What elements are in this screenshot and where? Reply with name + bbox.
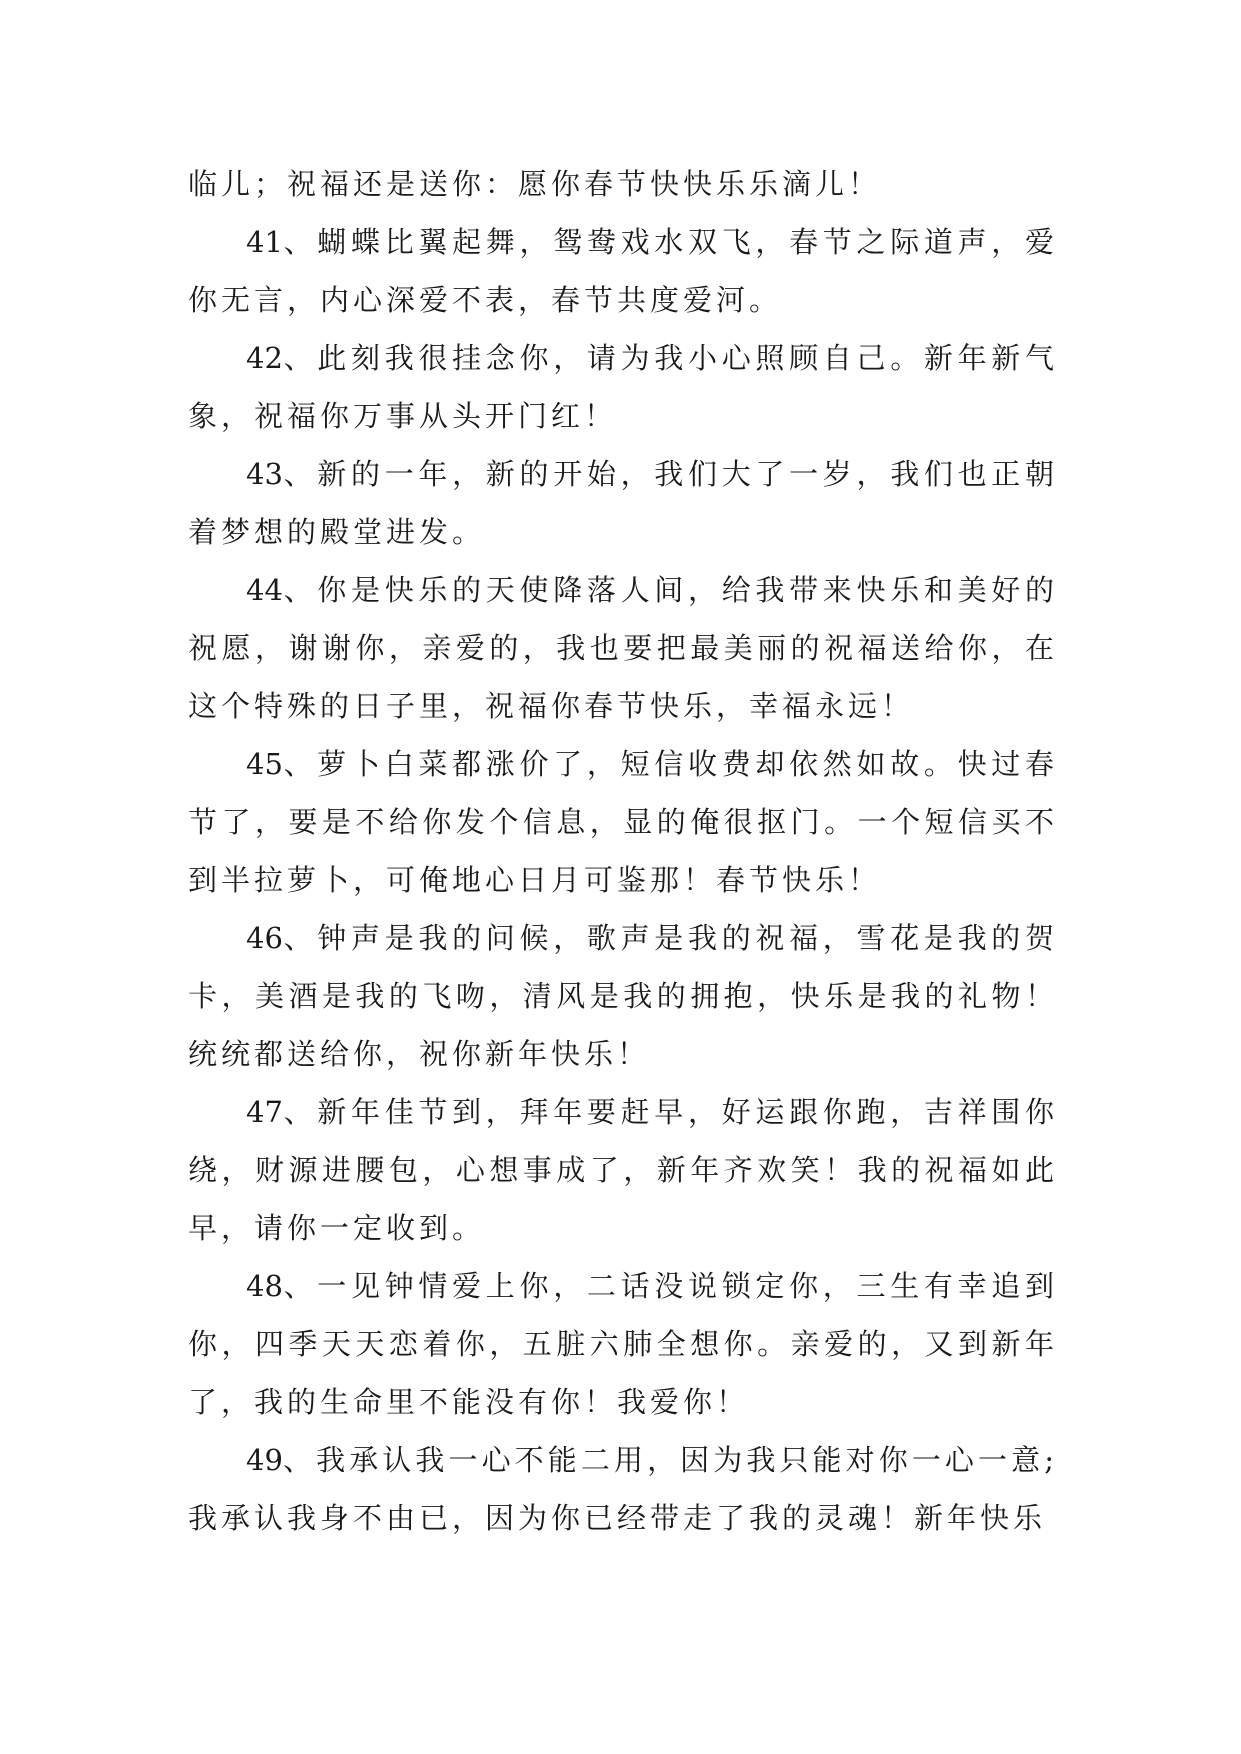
list-item — [188, 735, 1058, 909]
paragraph-text: 、你是快乐的天使降落人间，给我带来快乐和美好的祝愿，谢谢你，亲爱的，我也要把最美丽的祝福送给你，在这个特殊的日子里，祝福你春节快乐，幸福永远！ — [188, 573, 1058, 723]
paragraph-number: 46 — [246, 921, 283, 955]
paragraph-number: 43 — [246, 457, 283, 491]
paragraph-number: 44 — [246, 573, 283, 607]
list-item — [188, 909, 1058, 1083]
paragraph-number: 48 — [246, 1269, 283, 1303]
paragraph-text: 、钟声是我的问候，歌声是我的祝福，雪花是我的贺卡，美酒是我的飞吻，清风是我的拥抱，快乐是我的礼物！统统都送给你，祝你新年快乐！ — [188, 921, 1058, 1071]
paragraph-number: 42 — [246, 341, 283, 375]
paragraph-list — [188, 213, 1058, 1547]
list-item — [188, 329, 1058, 445]
continuation-paragraph: 临儿；祝福还是送你：愿你春节快快乐乐滴儿！ — [188, 167, 882, 201]
list-item — [188, 561, 1058, 735]
paragraph-text: 、萝卜白菜都涨价了，短信收费却依然如故。快过春节了，要是不给你发个信息，显的俺很抠门。一个短信买不到半拉萝卜，可俺地心日月可鉴那！春节快乐！ — [188, 747, 1058, 897]
paragraph-number: 45 — [246, 747, 283, 781]
paragraph-number: 41 — [246, 225, 283, 259]
list-item — [188, 1431, 1058, 1547]
list-item — [188, 1257, 1058, 1431]
list-item — [188, 213, 1058, 329]
list-item — [188, 1083, 1058, 1257]
paragraph-text: 、一见钟情爱上你，二话没说锁定你，三生有幸追到你，四季天天恋着你，五脏六肺全想你。亲爱的，又到新年了，我的生命里不能没有你！我爱你！ — [188, 1269, 1058, 1419]
list-item — [188, 445, 1058, 561]
paragraph-text: 、此刻我很挂念你，请为我小心照顾自己。新年新气象，祝福你万事从头开门红！ — [188, 341, 1058, 433]
paragraph-text: 、我承认我一心不能二用，因为我只能对你一心一意;我承认我身不由已，因为你已经带走了我的灵魂！新年快乐 — [188, 1443, 1058, 1535]
paragraph-number: 49 — [246, 1443, 283, 1477]
paragraph-text: 、新的一年，新的开始，我们大了一岁，我们也正朝着梦想的殿堂进发。 — [188, 457, 1058, 549]
paragraph-text: 、新年佳节到，拜年要赶早，好运跟你跑，吉祥围你绕，财源进腰包，心想事成了，新年齐欢笑！我的祝福如此早，请你一定收到。 — [188, 1095, 1058, 1245]
paragraph-text: 、蝴蝶比翼起舞，鸳鸯戏水双飞，春节之际道声，爱你无言，内心深爱不表，春节共度爱河。 — [188, 225, 1058, 317]
document-body — [188, 155, 1058, 1547]
paragraph-number: 47 — [246, 1095, 283, 1129]
